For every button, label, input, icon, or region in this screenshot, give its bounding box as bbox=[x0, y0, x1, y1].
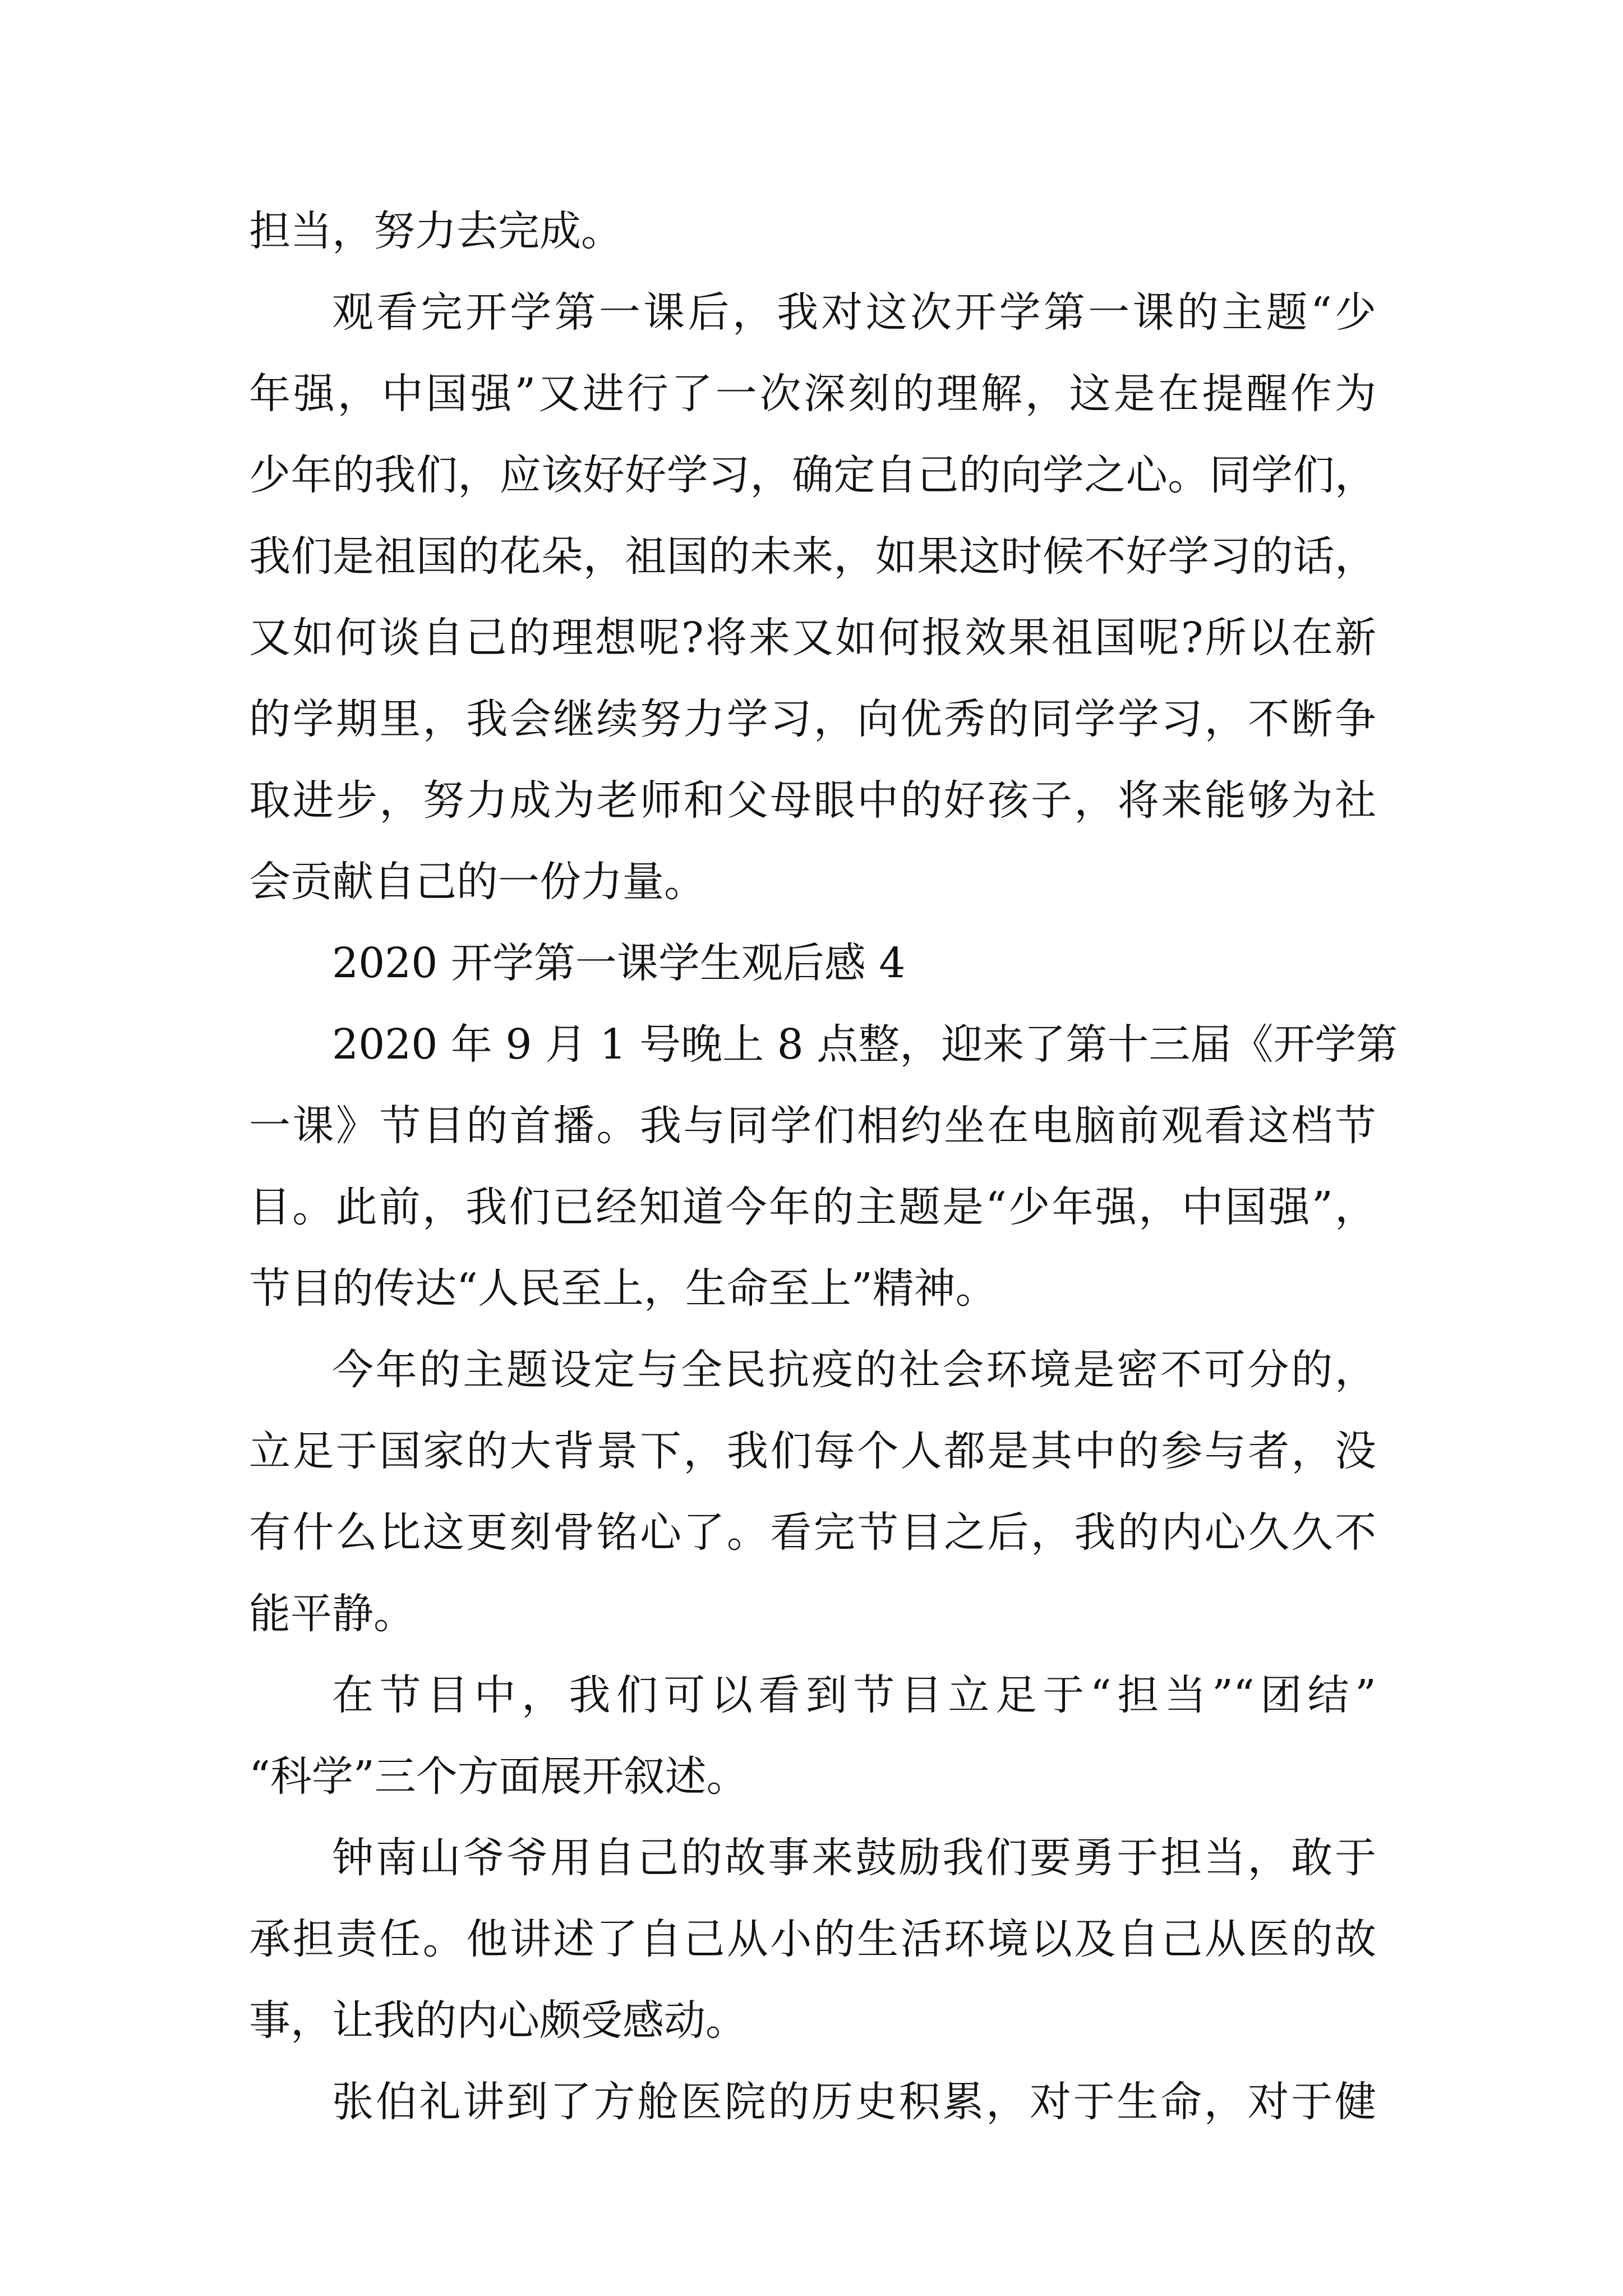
body-text-line: 我们是祖国的花朵，祖国的未来，如果这时候不好学习的话， bbox=[249, 532, 1376, 581]
body-text-line: 事，让我的内心颇受感动。 bbox=[249, 1996, 747, 2045]
body-text-line: 的学期里，我会继续努力学习，向优秀的同学学习，不断争 bbox=[249, 695, 1376, 743]
body-text-line: 一课》节目的首播。我与同学们相约坐在电脑前观看这档节 bbox=[249, 1102, 1376, 1150]
body-text-line: 能平静。 bbox=[249, 1590, 415, 1638]
paragraph-first-line: 钟南山爷爷用自己的故事来鼓励我们要勇于担当，敢于 bbox=[332, 1834, 1376, 1882]
body-text-line: 有什么比这更刻骨铭心了。看完节目之后，我的内心久久不 bbox=[249, 1508, 1376, 1557]
body-text-line: 年强，中国强”又进行了一次深刻的理解，这是在提醒作为 bbox=[249, 370, 1376, 418]
body-text-line: 目。此前，我们已经知道今年的主题是“少年强，中国强”， bbox=[249, 1183, 1376, 1231]
body-text-line: 又如何谈自己的理想呢?将来又如何报效果祖国呢?所以在新 bbox=[249, 614, 1376, 662]
section-heading: 2020 开学第一课学生观后感 4 bbox=[332, 939, 906, 987]
body-text-line: 节目的传达“人民至上，生命至上”精神。 bbox=[249, 1264, 997, 1313]
body-text-line: 少年的我们，应该好好学习，确定自己的向学之心。同学们， bbox=[249, 451, 1376, 499]
paragraph-first-line: 在节目中，我们可以看到节目立足于“担当”“团结” bbox=[332, 1671, 1376, 1719]
body-text-line: “科学”三个方面展开叙述。 bbox=[249, 1752, 748, 1801]
body-text-line: 立足于国家的大背景下，我们每个人都是其中的参与者，没 bbox=[249, 1427, 1376, 1475]
body-text-line: 承担责任。他讲述了自己从小的生活环境以及自己从医的故 bbox=[249, 1915, 1376, 1963]
paragraph-first-line: 今年的主题设定与全民抗疫的社会环境是密不可分的， bbox=[332, 1346, 1376, 1394]
paragraph-first-line: 张伯礼讲到了方舱医院的历史积累，对于生命，对于健 bbox=[332, 2078, 1376, 2126]
body-text-line: 会贡献自己的一份力量。 bbox=[249, 858, 706, 906]
paragraph-first-line: 2020 年 9 月 1 号晚上 8 点整，迎来了第十三届《开学第 bbox=[332, 1020, 1398, 1069]
body-text-line: 担当，努力去完成。 bbox=[249, 207, 623, 255]
body-text-line: 取进步，努力成为老师和父母眼中的好孩子，将来能够为社 bbox=[249, 776, 1376, 825]
paragraph-first-line: 观看完开学第一课后，我对这次开学第一课的主题“少 bbox=[332, 288, 1376, 337]
